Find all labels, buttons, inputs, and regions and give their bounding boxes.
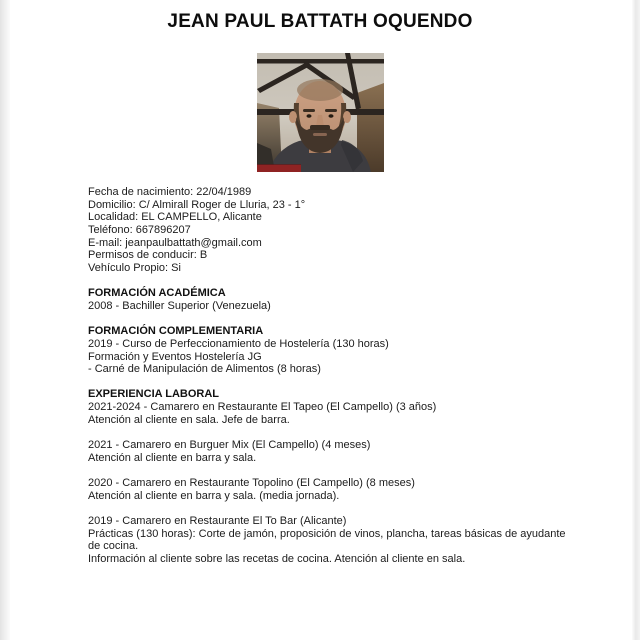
section-heading: EXPERIENCIA LABORAL [88, 388, 219, 401]
experience-line: Prácticas (130 horas): Corte de jamón, proposición de vinos, plancha, tareas básicas de ayudante [88, 527, 566, 540]
personal-info-line: Permisos de conducir: B [88, 249, 208, 262]
experience-entry [88, 439, 590, 464]
experience-line: Información al cliente sobre las recetas de cocina. Atención al cliente en sala. [88, 552, 466, 565]
section-line: 2019 - Curso de Perfeccionamiento de Hostelería (130 horas) [88, 337, 389, 350]
personal-info-line-email: E-mail: jeanpaulbattath@gmail.com [88, 236, 262, 249]
experience-line: de cocina. [88, 540, 139, 553]
personal-info-line: Fecha de nacimiento: 22/04/1989 [88, 186, 252, 198]
section-line: 2008 - Bachiller Superior (Venezuela) [88, 299, 271, 312]
portrait-photo [257, 53, 384, 172]
experience-line: Atención al cliente en barra y sala. (media jornada). [88, 489, 340, 502]
personal-info-line: Teléfono: 667896207 [88, 223, 191, 236]
section-formacion-complementaria [88, 325, 590, 376]
section-line: - Carné de Manipulación de Alimentos (8 horas) [88, 363, 321, 376]
experience-line: Atención al cliente en barra y sala. [88, 451, 257, 464]
section-line: Formación y Eventos Hostelería JG [88, 350, 262, 363]
personal-info-line: Domicilio: C/ Almirall Roger de Lluria, 23 - 1° [88, 198, 306, 211]
personal-info-line: Localidad: EL CAMPELLO, Alicante [88, 211, 262, 224]
experience-line: Atención al cliente en sala. Jefe de barra. [88, 413, 290, 426]
page-left-edge-shade [0, 0, 10, 640]
section-heading: FORMACIÓN COMPLEMENTARIA [88, 325, 264, 338]
page-title: JEAN PAUL BATTATH OQUENDO [167, 11, 473, 32]
experience-line: 2019 - Camarero en Restaurante El To Bar (Alicante) [88, 514, 347, 527]
personal-info-section [88, 186, 590, 275]
experience-line: 2021 - Camarero en Burguer Mix (El Campello) (4 meses) [88, 439, 371, 452]
section-experiencia-laboral [88, 388, 590, 565]
page-right-edge-shade [632, 0, 640, 640]
experience-entry [88, 401, 590, 426]
cv-body [88, 186, 590, 566]
experience-line: 2020 - Camarero en Restaurante Topolino (El Campello) (8 meses) [88, 477, 415, 490]
section-heading: FORMACIÓN ACADÉMICA [88, 287, 226, 300]
personal-info-line: Vehículo Propio: Si [88, 261, 181, 274]
experience-line: 2021-2024 - Camarero en Restaurante El Tapeo (El Campello) (3 años) [88, 401, 437, 414]
section-formacion-academica [88, 287, 590, 312]
experience-entry [88, 477, 590, 502]
experience-entry [88, 515, 590, 566]
